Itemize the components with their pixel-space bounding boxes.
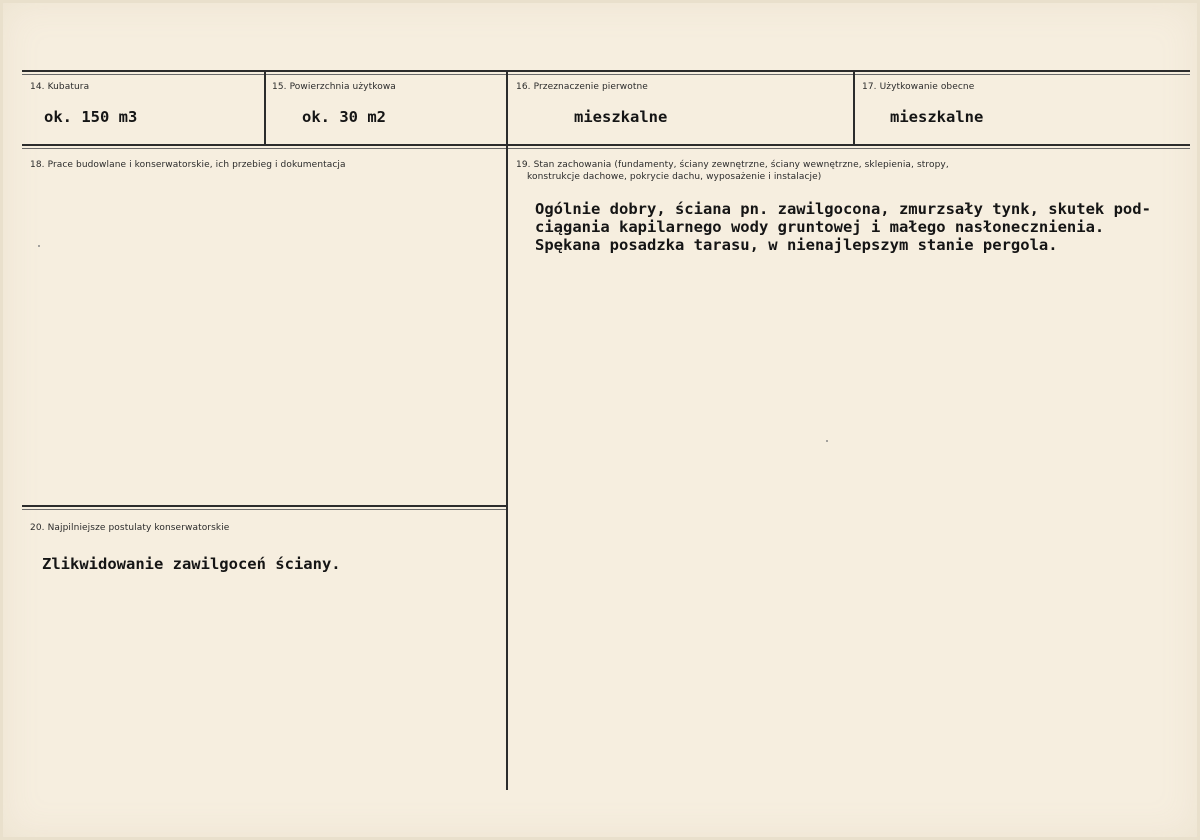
top-rule — [22, 70, 1190, 72]
field-20-value: Zlikwidowanie zawilgoceń ściany. — [42, 555, 341, 573]
field-18-label: 18. Prace budowlane i konserwatorskie, ich przebieg i dokumentacja — [30, 160, 346, 170]
row-divider — [22, 144, 1190, 146]
field-14-label: 14. Kubatura — [30, 82, 90, 92]
field-19-text-line-1: Ogólnie dobry, ściana pn. zawilgocona, zmurzsały tynk, skutek pod- — [535, 200, 1151, 218]
paper-speck — [826, 440, 828, 442]
field-17-label: 17. Użytkowanie obecne — [862, 82, 975, 92]
field-17-value: mieszkalne — [890, 108, 984, 126]
top-rule-thin — [22, 74, 1190, 75]
field-20-label: 20. Najpilniejsze postulaty konserwatorskie — [30, 523, 230, 533]
section-divider-thin — [22, 509, 506, 510]
field-19-label-line1: 19. Stan zachowania (fundamenty, ściany zewnętrzne, ściany wewnętrzne, sklepienia, stropy, — [516, 160, 949, 170]
field-19-text-line-2: ciągania kapilarnego wody gruntowej i małego nasłonecznienia. — [535, 218, 1105, 236]
col-divider-1 — [264, 72, 266, 146]
field-16-value: mieszkalne — [574, 108, 668, 126]
field-14-value: ok. 150 m3 — [44, 108, 138, 126]
field-16-label: 16. Przeznaczenie pierwotne — [516, 82, 648, 92]
col-divider-2 — [506, 72, 508, 790]
section-divider — [22, 505, 506, 507]
field-15-label: 15. Powierzchnia użytkowa — [272, 82, 396, 92]
field-19-text-line-3: Spękana posadzka tarasu, w nienajlepszym stanie pergola. — [535, 236, 1058, 254]
col-divider-3 — [853, 72, 855, 146]
row-divider-thin — [22, 148, 1190, 149]
paper-speck — [38, 245, 40, 247]
field-15-value: ok. 30 m2 — [302, 108, 386, 126]
field-19-label-line2: konstrukcje dachowe, pokrycie dachu, wyposażenie i instalacje) — [527, 172, 822, 182]
